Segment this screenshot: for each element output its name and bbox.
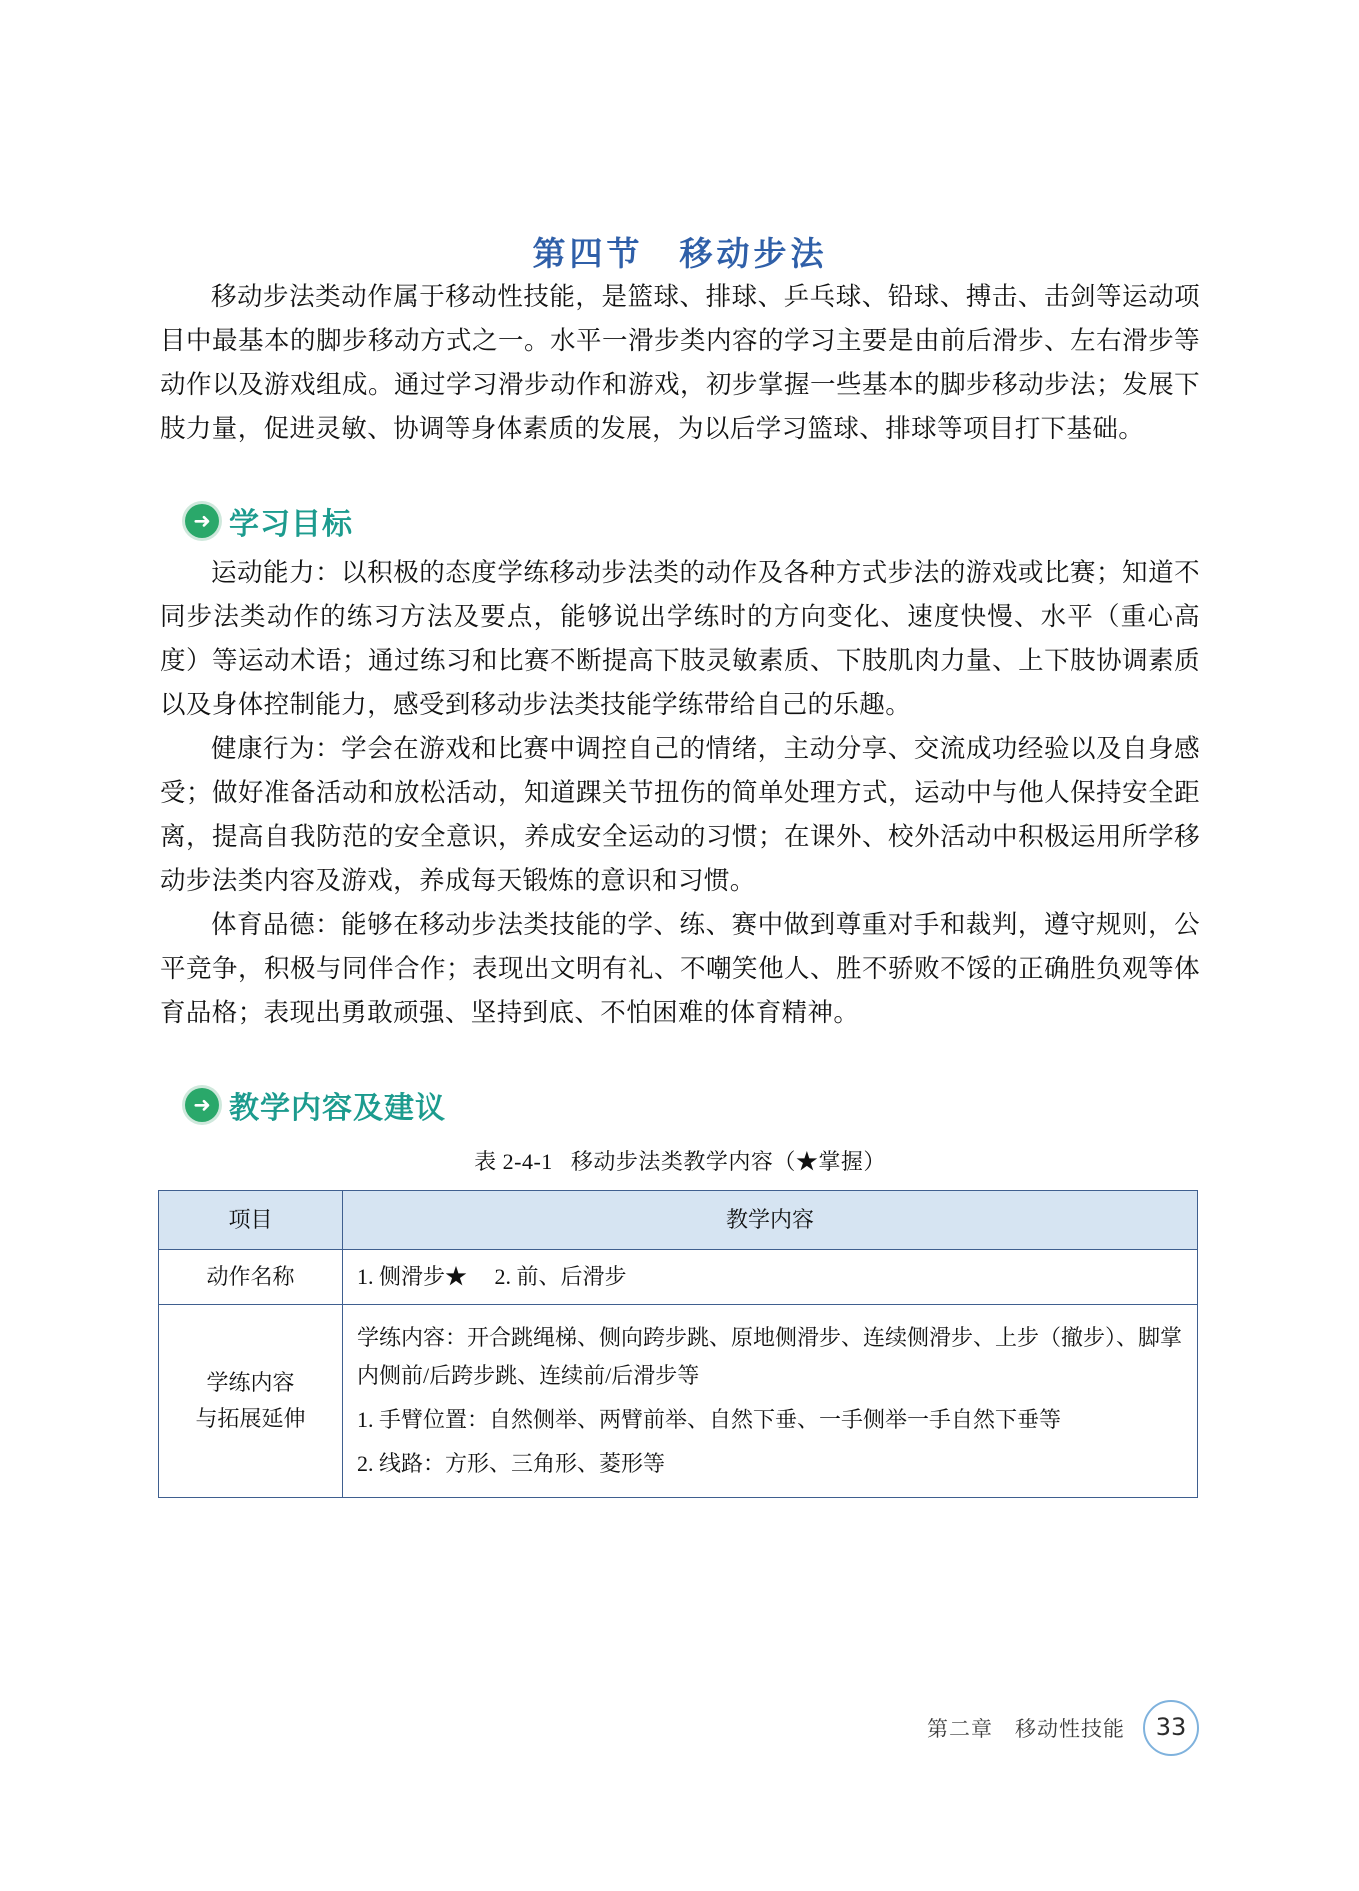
- table-header-row: [159, 1191, 1198, 1250]
- table-row: [159, 1305, 1198, 1498]
- learning-goals-body: [160, 551, 1200, 1035]
- heading-learning-goals: [185, 499, 1200, 543]
- table-header-content: 教学内容: [343, 1191, 1198, 1250]
- page-content: [160, 0, 1200, 1498]
- practice-line-2: 1. 手臂位置：自然侧举、两臂前举、自然下垂、一手侧举一手自然下垂等: [357, 1407, 1062, 1432]
- heading-learning-goals-label: 学习目标: [229, 507, 353, 542]
- footer-chapter-title: 移动性技能: [1015, 1717, 1125, 1741]
- table-row: [159, 1250, 1198, 1305]
- heading-teaching-content-label: 教学内容及建议: [229, 1091, 446, 1126]
- section-number: 第四节: [532, 237, 644, 273]
- row-label-action-name: 动作名称: [159, 1250, 343, 1305]
- practice-line-1: 学练内容：开合跳绳梯、侧向跨步跳、原地侧滑步、连续侧滑步、上步（撤步）、脚掌内侧前/后跨步跳、连续前/后滑步等: [357, 1325, 1183, 1388]
- page-number-badge: 33: [1143, 1700, 1199, 1756]
- footer-chapter-number: 第二章: [927, 1717, 993, 1741]
- footer-chapter: [927, 1713, 1125, 1743]
- table-header-item: 项目: [159, 1191, 343, 1250]
- row-content-action-name: 1. 侧滑步★ 2. 前、后滑步: [343, 1250, 1198, 1305]
- row-label-practice-content: [159, 1305, 343, 1498]
- row-label-line2: 与拓展延伸: [195, 1406, 306, 1431]
- footer-inner: [927, 1700, 1199, 1756]
- intro-paragraph: 移动步法类动作属于移动性技能，是篮球、排球、乒乓球、铅球、搏击、击剑等运动项目中最基本的脚步移动方式之一。水平一滑步类内容的学习主要是由前后滑步、左右滑步等动作以及游戏组成。通过学习滑步动作和游戏，初步掌握一些基本的脚步移动步法；发展下肢力量，促进灵敏、协调等身体素质的发展，为以后学习篮球、排球等项目打下基础。: [160, 282, 1200, 443]
- goal-paragraph-sportsmanship: 体育品德：能够在移动步法类技能的学、练、赛中做到尊重对手和裁判，遵守规则，公平竞争，积极与同伴合作；表现出文明有礼、不嘲笑他人、胜不骄败不馁的正确胜负观等体育品格；表现出勇敢顽强、坚持到底、不怕困难的体育精神。: [160, 910, 1200, 1027]
- row-label-line1: 学练内容: [206, 1370, 295, 1395]
- page-footer: [0, 1700, 1359, 1780]
- table-caption: [160, 1145, 1200, 1176]
- section-title-text: 移动步法: [679, 237, 828, 273]
- teaching-content-table: [158, 1190, 1198, 1498]
- section-title: [160, 228, 1200, 275]
- goal-paragraph-sports-ability: 运动能力：以积极的态度学练移动步法类的动作及各种方式步法的游戏或比赛；知道不同步法类动作的练习方法及要点，能够说出学练时的方向变化、速度快慢、水平（重心高度）等运动术语；通过练习和比赛不断提高下肢灵敏素质、下肢肌肉力量、上下肢协调素质以及身体控制能力，感受到移动步法类技能学练带给自己的乐趣。: [160, 558, 1200, 719]
- arrow-right-icon: ➜: [185, 504, 219, 538]
- practice-line-3: 2. 线路：方形、三角形、菱形等: [357, 1451, 666, 1476]
- table-caption-number: 表 2-4-1: [474, 1149, 553, 1174]
- arrow-right-icon: ➜: [185, 1088, 219, 1122]
- row-content-practice-content: [343, 1305, 1198, 1498]
- heading-teaching-content: [185, 1083, 1200, 1127]
- goal-paragraph-health-behavior: 健康行为：学会在游戏和比赛中调控自己的情绪，主动分享、交流成功经验以及自身感受；做好准备活动和放松活动，知道踝关节扭伤的简单处理方式，运动中与他人保持安全距离，提高自我防范的安全意识，养成安全运动的习惯；在课外、校外活动中积极运用所学移动步法类内容及游戏，养成每天锻炼的意识和习惯。: [160, 734, 1200, 895]
- table-caption-text: 移动步法类教学内容（★掌握）: [570, 1149, 886, 1174]
